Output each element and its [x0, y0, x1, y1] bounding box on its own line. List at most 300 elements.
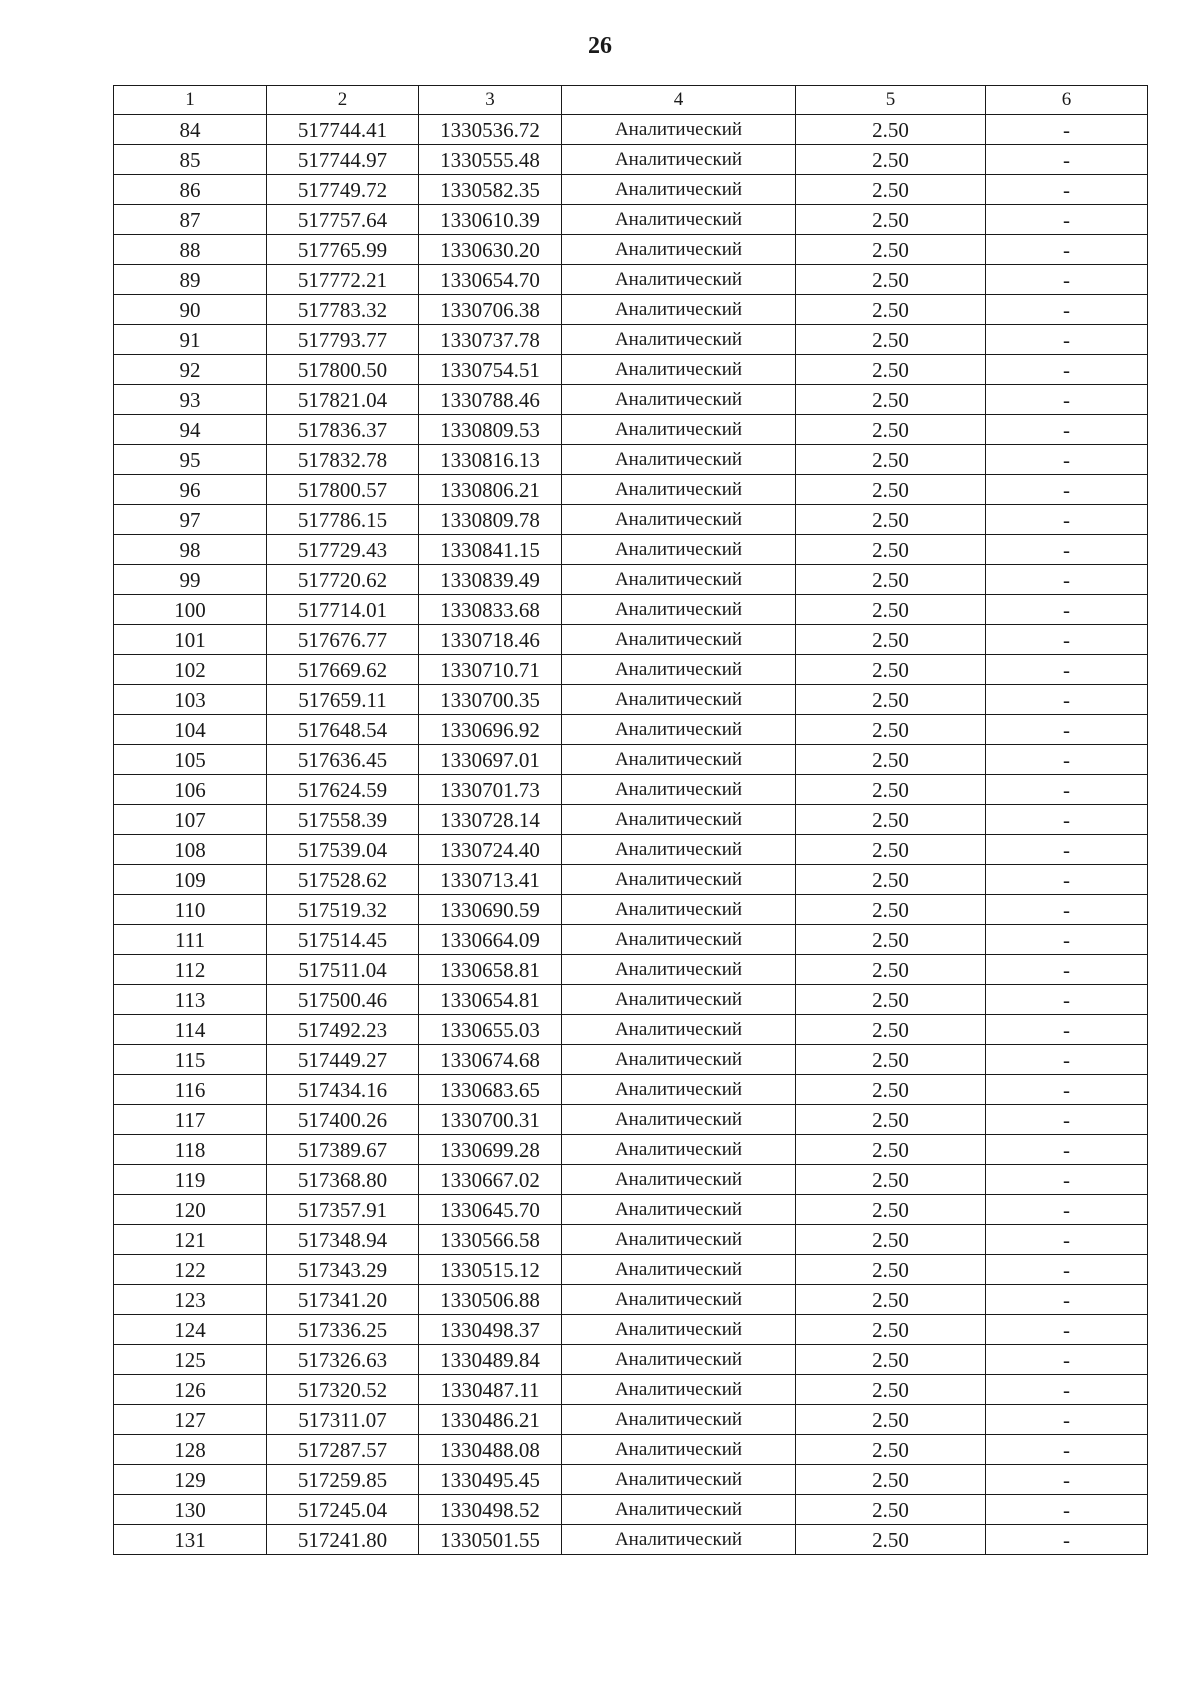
x-coordinate-cell: 517800.57 — [267, 475, 419, 505]
table-row — [114, 1495, 1148, 1525]
point-number-cell: 95 — [114, 445, 267, 475]
method-cell: Аналитический — [562, 385, 796, 415]
method-cell: Аналитический — [562, 1465, 796, 1495]
note-cell: - — [986, 595, 1148, 625]
accuracy-cell: 2.50 — [796, 955, 986, 985]
x-coordinate-cell: 517348.94 — [267, 1225, 419, 1255]
x-coordinate-cell: 517720.62 — [267, 565, 419, 595]
column-header-3: 3 — [419, 86, 562, 115]
accuracy-cell: 2.50 — [796, 1105, 986, 1135]
x-coordinate-cell: 517636.45 — [267, 745, 419, 775]
point-number-cell: 97 — [114, 505, 267, 535]
point-number-cell: 130 — [114, 1495, 267, 1525]
x-coordinate-cell: 517326.63 — [267, 1345, 419, 1375]
y-coordinate-cell: 1330506.88 — [419, 1285, 562, 1315]
table-row — [114, 1345, 1148, 1375]
x-coordinate-cell: 517500.46 — [267, 985, 419, 1015]
point-number-cell: 109 — [114, 865, 267, 895]
y-coordinate-cell: 1330486.21 — [419, 1405, 562, 1435]
y-coordinate-cell: 1330737.78 — [419, 325, 562, 355]
accuracy-cell: 2.50 — [796, 1405, 986, 1435]
y-coordinate-cell: 1330710.71 — [419, 655, 562, 685]
point-number-cell: 99 — [114, 565, 267, 595]
y-coordinate-cell: 1330700.35 — [419, 685, 562, 715]
table-header-row — [114, 86, 1148, 115]
x-coordinate-cell: 517800.50 — [267, 355, 419, 385]
x-coordinate-cell: 517772.21 — [267, 265, 419, 295]
method-cell: Аналитический — [562, 355, 796, 385]
table-row — [114, 295, 1148, 325]
table-row — [114, 445, 1148, 475]
note-cell: - — [986, 565, 1148, 595]
y-coordinate-cell: 1330728.14 — [419, 805, 562, 835]
accuracy-cell: 2.50 — [796, 1435, 986, 1465]
y-coordinate-cell: 1330489.84 — [419, 1345, 562, 1375]
method-cell: Аналитический — [562, 1285, 796, 1315]
point-number-cell: 91 — [114, 325, 267, 355]
x-coordinate-cell: 517729.43 — [267, 535, 419, 565]
method-cell: Аналитический — [562, 1375, 796, 1405]
method-cell: Аналитический — [562, 265, 796, 295]
point-number-cell: 111 — [114, 925, 267, 955]
point-number-cell: 124 — [114, 1315, 267, 1345]
column-header-4: 4 — [562, 86, 796, 115]
point-number-cell: 115 — [114, 1045, 267, 1075]
method-cell: Аналитический — [562, 115, 796, 145]
x-coordinate-cell: 517539.04 — [267, 835, 419, 865]
table-row — [114, 895, 1148, 925]
method-cell: Аналитический — [562, 1315, 796, 1345]
method-cell: Аналитический — [562, 1195, 796, 1225]
table-row — [114, 1405, 1148, 1435]
table-row — [114, 835, 1148, 865]
table-row — [114, 505, 1148, 535]
x-coordinate-cell: 517648.54 — [267, 715, 419, 745]
note-cell: - — [986, 295, 1148, 325]
table-row — [114, 1195, 1148, 1225]
y-coordinate-cell: 1330700.31 — [419, 1105, 562, 1135]
accuracy-cell: 2.50 — [796, 925, 986, 955]
point-number-cell: 100 — [114, 595, 267, 625]
y-coordinate-cell: 1330515.12 — [419, 1255, 562, 1285]
y-coordinate-cell: 1330697.01 — [419, 745, 562, 775]
y-coordinate-cell: 1330654.70 — [419, 265, 562, 295]
method-cell: Аналитический — [562, 505, 796, 535]
method-cell: Аналитический — [562, 955, 796, 985]
point-number-cell: 102 — [114, 655, 267, 685]
method-cell: Аналитический — [562, 805, 796, 835]
point-number-cell: 125 — [114, 1345, 267, 1375]
column-header-5: 5 — [796, 86, 986, 115]
x-coordinate-cell: 517558.39 — [267, 805, 419, 835]
y-coordinate-cell: 1330696.92 — [419, 715, 562, 745]
note-cell: - — [986, 1075, 1148, 1105]
point-number-cell: 108 — [114, 835, 267, 865]
note-cell: - — [986, 475, 1148, 505]
note-cell: - — [986, 895, 1148, 925]
x-coordinate-cell: 517320.52 — [267, 1375, 419, 1405]
accuracy-cell: 2.50 — [796, 1045, 986, 1075]
x-coordinate-cell: 517624.59 — [267, 775, 419, 805]
method-cell: Аналитический — [562, 1435, 796, 1465]
accuracy-cell: 2.50 — [796, 235, 986, 265]
table-row — [114, 535, 1148, 565]
accuracy-cell: 2.50 — [796, 685, 986, 715]
method-cell: Аналитический — [562, 295, 796, 325]
accuracy-cell: 2.50 — [796, 145, 986, 175]
x-coordinate-cell: 517786.15 — [267, 505, 419, 535]
accuracy-cell: 2.50 — [796, 1135, 986, 1165]
x-coordinate-cell: 517765.99 — [267, 235, 419, 265]
x-coordinate-cell: 517832.78 — [267, 445, 419, 475]
page-number: 26 — [588, 33, 612, 59]
note-cell: - — [986, 775, 1148, 805]
accuracy-cell: 2.50 — [796, 865, 986, 895]
y-coordinate-cell: 1330555.48 — [419, 145, 562, 175]
table-row — [114, 715, 1148, 745]
note-cell: - — [986, 835, 1148, 865]
table-row — [114, 955, 1148, 985]
accuracy-cell: 2.50 — [796, 565, 986, 595]
point-number-cell: 87 — [114, 205, 267, 235]
y-coordinate-cell: 1330645.70 — [419, 1195, 562, 1225]
x-coordinate-cell: 517836.37 — [267, 415, 419, 445]
accuracy-cell: 2.50 — [796, 505, 986, 535]
method-cell: Аналитический — [562, 1225, 796, 1255]
x-coordinate-cell: 517749.72 — [267, 175, 419, 205]
accuracy-cell: 2.50 — [796, 745, 986, 775]
note-cell: - — [986, 1255, 1148, 1285]
method-cell: Аналитический — [562, 565, 796, 595]
table-row — [114, 565, 1148, 595]
point-number-cell: 118 — [114, 1135, 267, 1165]
y-coordinate-cell: 1330699.28 — [419, 1135, 562, 1165]
point-number-cell: 114 — [114, 1015, 267, 1045]
y-coordinate-cell: 1330718.46 — [419, 625, 562, 655]
method-cell: Аналитический — [562, 1345, 796, 1375]
y-coordinate-cell: 1330706.38 — [419, 295, 562, 325]
method-cell: Аналитический — [562, 895, 796, 925]
point-number-cell: 128 — [114, 1435, 267, 1465]
accuracy-cell: 2.50 — [796, 1165, 986, 1195]
method-cell: Аналитический — [562, 685, 796, 715]
y-coordinate-cell: 1330806.21 — [419, 475, 562, 505]
method-cell: Аналитический — [562, 205, 796, 235]
table-row — [114, 475, 1148, 505]
method-cell: Аналитический — [562, 1135, 796, 1165]
table-row — [114, 325, 1148, 355]
y-coordinate-cell: 1330582.35 — [419, 175, 562, 205]
table-row — [114, 745, 1148, 775]
x-coordinate-cell: 517511.04 — [267, 955, 419, 985]
x-coordinate-cell: 517783.32 — [267, 295, 419, 325]
table-row — [114, 1015, 1148, 1045]
note-cell: - — [986, 1465, 1148, 1495]
table-row — [114, 775, 1148, 805]
note-cell: - — [986, 355, 1148, 385]
y-coordinate-cell: 1330495.45 — [419, 1465, 562, 1495]
point-number-cell: 110 — [114, 895, 267, 925]
y-coordinate-cell: 1330690.59 — [419, 895, 562, 925]
table-row — [114, 805, 1148, 835]
x-coordinate-cell: 517519.32 — [267, 895, 419, 925]
note-cell: - — [986, 115, 1148, 145]
method-cell: Аналитический — [562, 715, 796, 745]
y-coordinate-cell: 1330610.39 — [419, 205, 562, 235]
table-row — [114, 1075, 1148, 1105]
y-coordinate-cell: 1330788.46 — [419, 385, 562, 415]
y-coordinate-cell: 1330664.09 — [419, 925, 562, 955]
table-row — [114, 1105, 1148, 1135]
point-number-cell: 84 — [114, 115, 267, 145]
point-number-cell: 94 — [114, 415, 267, 445]
x-coordinate-cell: 517492.23 — [267, 1015, 419, 1045]
accuracy-cell: 2.50 — [796, 1375, 986, 1405]
note-cell: - — [986, 1495, 1148, 1525]
x-coordinate-cell: 517245.04 — [267, 1495, 419, 1525]
note-cell: - — [986, 1375, 1148, 1405]
note-cell: - — [986, 655, 1148, 685]
accuracy-cell: 2.50 — [796, 445, 986, 475]
y-coordinate-cell: 1330841.15 — [419, 535, 562, 565]
table-row — [114, 1135, 1148, 1165]
accuracy-cell: 2.50 — [796, 325, 986, 355]
accuracy-cell: 2.50 — [796, 1255, 986, 1285]
x-coordinate-cell: 517744.97 — [267, 145, 419, 175]
x-coordinate-cell: 517336.25 — [267, 1315, 419, 1345]
y-coordinate-cell: 1330655.03 — [419, 1015, 562, 1045]
x-coordinate-cell: 517714.01 — [267, 595, 419, 625]
accuracy-cell: 2.50 — [796, 1315, 986, 1345]
y-coordinate-cell: 1330658.81 — [419, 955, 562, 985]
table-row — [114, 235, 1148, 265]
x-coordinate-cell: 517368.80 — [267, 1165, 419, 1195]
method-cell: Аналитический — [562, 325, 796, 355]
method-cell: Аналитический — [562, 445, 796, 475]
y-coordinate-cell: 1330701.73 — [419, 775, 562, 805]
method-cell: Аналитический — [562, 1525, 796, 1555]
table-row — [114, 1465, 1148, 1495]
table-row — [114, 625, 1148, 655]
method-cell: Аналитический — [562, 235, 796, 265]
note-cell: - — [986, 1165, 1148, 1195]
x-coordinate-cell: 517821.04 — [267, 385, 419, 415]
note-cell: - — [986, 1315, 1148, 1345]
note-cell: - — [986, 1525, 1148, 1555]
method-cell: Аналитический — [562, 775, 796, 805]
x-coordinate-cell: 517311.07 — [267, 1405, 419, 1435]
accuracy-cell: 2.50 — [796, 985, 986, 1015]
column-header-2: 2 — [267, 86, 419, 115]
x-coordinate-cell: 517389.67 — [267, 1135, 419, 1165]
y-coordinate-cell: 1330498.52 — [419, 1495, 562, 1525]
point-number-cell: 107 — [114, 805, 267, 835]
point-number-cell: 103 — [114, 685, 267, 715]
note-cell: - — [986, 1015, 1148, 1045]
note-cell: - — [986, 535, 1148, 565]
table-row — [114, 1255, 1148, 1285]
x-coordinate-cell: 517793.77 — [267, 325, 419, 355]
accuracy-cell: 2.50 — [796, 1495, 986, 1525]
y-coordinate-cell: 1330487.11 — [419, 1375, 562, 1405]
point-number-cell: 113 — [114, 985, 267, 1015]
y-coordinate-cell: 1330809.53 — [419, 415, 562, 445]
point-number-cell: 90 — [114, 295, 267, 325]
method-cell: Аналитический — [562, 415, 796, 445]
point-number-cell: 86 — [114, 175, 267, 205]
y-coordinate-cell: 1330674.68 — [419, 1045, 562, 1075]
table-row — [114, 175, 1148, 205]
accuracy-cell: 2.50 — [796, 355, 986, 385]
method-cell: Аналитический — [562, 1075, 796, 1105]
point-number-cell: 105 — [114, 745, 267, 775]
column-header-1: 1 — [114, 86, 267, 115]
y-coordinate-cell: 1330630.20 — [419, 235, 562, 265]
accuracy-cell: 2.50 — [796, 475, 986, 505]
y-coordinate-cell: 1330667.02 — [419, 1165, 562, 1195]
method-cell: Аналитический — [562, 595, 796, 625]
accuracy-cell: 2.50 — [796, 1345, 986, 1375]
method-cell: Аналитический — [562, 1165, 796, 1195]
table-row — [114, 205, 1148, 235]
point-number-cell: 131 — [114, 1525, 267, 1555]
y-coordinate-cell: 1330654.81 — [419, 985, 562, 1015]
note-cell: - — [986, 625, 1148, 655]
note-cell: - — [986, 865, 1148, 895]
point-number-cell: 104 — [114, 715, 267, 745]
method-cell: Аналитический — [562, 625, 796, 655]
accuracy-cell: 2.50 — [796, 1525, 986, 1555]
note-cell: - — [986, 505, 1148, 535]
y-coordinate-cell: 1330683.65 — [419, 1075, 562, 1105]
accuracy-cell: 2.50 — [796, 115, 986, 145]
x-coordinate-cell: 517287.57 — [267, 1435, 419, 1465]
note-cell: - — [986, 1345, 1148, 1375]
note-cell: - — [986, 145, 1148, 175]
column-header-6: 6 — [986, 86, 1148, 115]
accuracy-cell: 2.50 — [796, 715, 986, 745]
method-cell: Аналитический — [562, 1105, 796, 1135]
method-cell: Аналитический — [562, 865, 796, 895]
method-cell: Аналитический — [562, 835, 796, 865]
table-row — [114, 1225, 1148, 1255]
point-number-cell: 96 — [114, 475, 267, 505]
x-coordinate-cell: 517528.62 — [267, 865, 419, 895]
note-cell: - — [986, 385, 1148, 415]
accuracy-cell: 2.50 — [796, 625, 986, 655]
point-number-cell: 117 — [114, 1105, 267, 1135]
table-row — [114, 985, 1148, 1015]
method-cell: Аналитический — [562, 745, 796, 775]
y-coordinate-cell: 1330488.08 — [419, 1435, 562, 1465]
note-cell: - — [986, 175, 1148, 205]
accuracy-cell: 2.50 — [796, 535, 986, 565]
table-row — [114, 385, 1148, 415]
note-cell: - — [986, 925, 1148, 955]
note-cell: - — [986, 445, 1148, 475]
x-coordinate-cell: 517343.29 — [267, 1255, 419, 1285]
accuracy-cell: 2.50 — [796, 1285, 986, 1315]
accuracy-cell: 2.50 — [796, 775, 986, 805]
accuracy-cell: 2.50 — [796, 265, 986, 295]
point-number-cell: 101 — [114, 625, 267, 655]
table-row — [114, 115, 1148, 145]
method-cell: Аналитический — [562, 1495, 796, 1525]
x-coordinate-cell: 517357.91 — [267, 1195, 419, 1225]
point-number-cell: 122 — [114, 1255, 267, 1285]
accuracy-cell: 2.50 — [796, 415, 986, 445]
accuracy-cell: 2.50 — [796, 205, 986, 235]
accuracy-cell: 2.50 — [796, 1225, 986, 1255]
method-cell: Аналитический — [562, 145, 796, 175]
accuracy-cell: 2.50 — [796, 655, 986, 685]
accuracy-cell: 2.50 — [796, 895, 986, 925]
table-row — [114, 355, 1148, 385]
point-number-cell: 89 — [114, 265, 267, 295]
note-cell: - — [986, 1105, 1148, 1135]
note-cell: - — [986, 985, 1148, 1015]
accuracy-cell: 2.50 — [796, 805, 986, 835]
table-row — [114, 925, 1148, 955]
note-cell: - — [986, 1285, 1148, 1315]
point-number-cell: 119 — [114, 1165, 267, 1195]
table-row — [114, 595, 1148, 625]
point-number-cell: 88 — [114, 235, 267, 265]
y-coordinate-cell: 1330536.72 — [419, 115, 562, 145]
point-number-cell: 85 — [114, 145, 267, 175]
method-cell: Аналитический — [562, 1405, 796, 1435]
y-coordinate-cell: 1330809.78 — [419, 505, 562, 535]
note-cell: - — [986, 1135, 1148, 1165]
note-cell: - — [986, 715, 1148, 745]
accuracy-cell: 2.50 — [796, 295, 986, 325]
y-coordinate-cell: 1330498.37 — [419, 1315, 562, 1345]
point-number-cell: 93 — [114, 385, 267, 415]
table-row — [114, 1435, 1148, 1465]
x-coordinate-cell: 517341.20 — [267, 1285, 419, 1315]
method-cell: Аналитический — [562, 1255, 796, 1285]
table-row — [114, 1045, 1148, 1075]
method-cell: Аналитический — [562, 985, 796, 1015]
accuracy-cell: 2.50 — [796, 1075, 986, 1105]
table-row — [114, 1165, 1148, 1195]
table-row — [114, 1315, 1148, 1345]
x-coordinate-cell: 517669.62 — [267, 655, 419, 685]
y-coordinate-cell: 1330839.49 — [419, 565, 562, 595]
table-row — [114, 265, 1148, 295]
point-number-cell: 98 — [114, 535, 267, 565]
x-coordinate-cell: 517757.64 — [267, 205, 419, 235]
accuracy-cell: 2.50 — [796, 1015, 986, 1045]
point-number-cell: 92 — [114, 355, 267, 385]
method-cell: Аналитический — [562, 175, 796, 205]
note-cell: - — [986, 205, 1148, 235]
method-cell: Аналитический — [562, 1015, 796, 1045]
point-number-cell: 126 — [114, 1375, 267, 1405]
accuracy-cell: 2.50 — [796, 175, 986, 205]
point-number-cell: 120 — [114, 1195, 267, 1225]
note-cell: - — [986, 325, 1148, 355]
x-coordinate-cell: 517676.77 — [267, 625, 419, 655]
x-coordinate-cell: 517241.80 — [267, 1525, 419, 1555]
table-row — [114, 865, 1148, 895]
note-cell: - — [986, 235, 1148, 265]
y-coordinate-cell: 1330566.58 — [419, 1225, 562, 1255]
accuracy-cell: 2.50 — [796, 595, 986, 625]
method-cell: Аналитический — [562, 655, 796, 685]
table-row — [114, 1285, 1148, 1315]
table-row — [114, 1375, 1148, 1405]
